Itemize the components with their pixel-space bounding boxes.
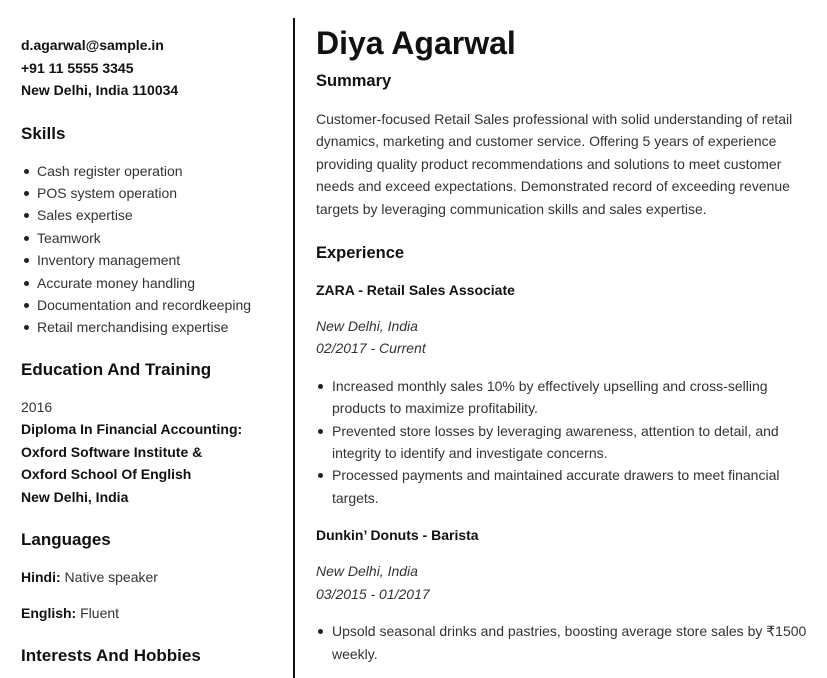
language-level: Fluent [80,605,120,622]
job-title: Dunkin’ Donuts - Barista [316,527,479,544]
job-location: New Delhi, India [316,563,418,580]
language-level: Native speaker [64,569,158,586]
education-year: 2016 [21,398,53,415]
candidate-name: Diya Agarwal [316,25,516,61]
skill-item: Sales expertise [21,204,281,226]
summary-text: Customer-focused Retail Sales professional with solid understanding of retail dynamics, marketing and customer service. Offering 5 years of experience providing quality product recommendations and solutions to meet customer needs and exceed expectations. Demonstrated record of exceeding revenue targets by leveraging communication skills and sales expertise. [316,111,793,217]
job-bullet: Increased monthly sales 10% by effectively upselling and cross-selling products to maximize profitability. [316,375,816,420]
left-column [21,34,281,667]
skill-item: Cash register operation [21,160,281,182]
skill-item: Teamwork [21,227,281,249]
language-name: English: [21,605,77,622]
contact-block [21,34,281,102]
job-title: ZARA - Retail Sales Associate [316,282,515,299]
languages-heading: Languages [21,530,111,550]
education-line: Oxford School Of English [21,466,192,483]
job-bullets [316,620,816,665]
job-bullets [316,375,816,509]
experience-heading: Experience [316,244,405,263]
right-column [316,24,816,665]
contact-address: New Delhi, India 110034 [21,82,179,98]
contact-phone: +91 11 5555 3345 [21,59,134,76]
education-line: Oxford Software Institute & [21,443,203,460]
education-heading: Education And Training [21,359,212,379]
skill-item: Accurate money handling [21,272,281,294]
job-entry [316,279,816,509]
language-item [21,566,281,588]
skill-item: Documentation and recordkeeping [21,294,281,316]
column-divider [293,18,295,678]
job-bullet: Processed payments and maintained accurate drawers to meet financial targets. [316,464,816,509]
contact-email: d.agarwal@sample.in [21,37,164,53]
skill-item: Inventory management [21,249,281,271]
skill-item: Retail merchandising expertise [21,316,281,338]
job-dates: 02/2017 - Current [316,340,426,357]
hobbies-heading: Interests And Hobbies [21,646,201,666]
language-name: Hindi: [21,569,61,586]
job-entry [316,524,816,665]
summary-heading: Summary [316,72,392,90]
language-item [21,602,281,624]
skill-item: POS system operation [21,182,281,204]
skills-list [21,160,281,339]
job-dates: 03/2015 - 01/2017 [316,585,430,602]
job-bullet: Upsold seasonal drinks and pastries, boosting average store sales by ₹1500 weekly. [316,620,816,665]
skills-heading: Skills [21,123,66,143]
job-bullet: Prevented store losses by leveraging awareness, attention to detail, and integrity to identify and investigate concerns. [316,420,816,465]
job-location: New Delhi, India [316,318,418,335]
education-line: Diploma In Financial Accounting: [21,421,243,438]
education-line: New Delhi, India [21,488,129,505]
